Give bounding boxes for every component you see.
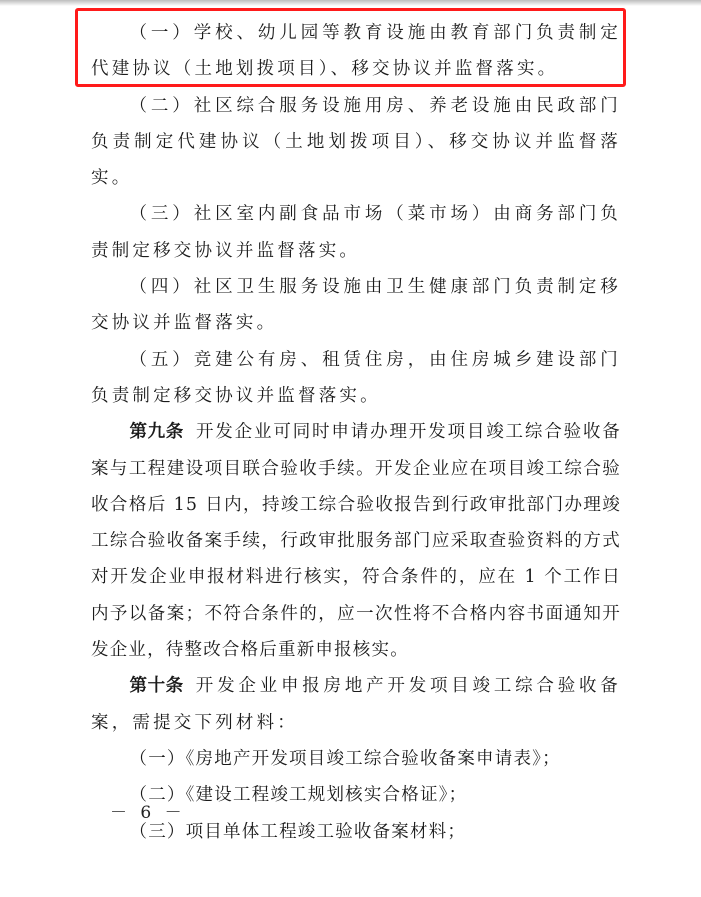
material-item-2: （二）《建设工程竣工规划核实合格证》；	[129, 785, 468, 806]
paragraph-item-5: （五）竞建公有房、租赁住房，由住房城乡建设部门负责制定移交协议并监督落实。	[91, 349, 621, 406]
material-item-1: （一）《房地产开发项目竣工综合验收备案申请表》；	[129, 748, 561, 769]
material-item-3: （三）项目单体工程竣工验收备案材料；	[129, 821, 467, 842]
paragraph-item-2: （二）社区综合服务设施用房、养老设施由民政部门负责制定代建协议（土地划拨项目）、移交协议并监督落实。	[91, 95, 621, 189]
page-number: － 6 －	[110, 803, 186, 823]
article-10-body: 开发企业申报房地产开发项目竣工综合验收备案，需提交下列材料：	[91, 676, 622, 733]
article-9-heading: 第九条	[129, 422, 184, 443]
paragraph-item-4: （四）社区卫生服务设施由卫生健康部门负责制定移交协议并监督落实。	[91, 277, 621, 334]
article-9-body: 开发企业可同时申请办理开发项目竣工综合验收备案与工程建设项目联合验收手续。开发企业应在项目竣工综合验收合格后 15 日内，持竣工综合验收报告到行政审批部门办理竣工综合验收备案手续，行政审批服务部门应采取查验资料的方式对开发企业申报材料进行核实，符合条件的，应在 1 个工作日内予以备案；不符合条件的，应一次性将不合格内容书面通知开发企业，待整改合格后重新申报核实。	[91, 422, 621, 661]
article-9	[91, 414, 621, 668]
document-page	[91, 15, 621, 850]
paragraph-item-1: （一）学校、幼儿园等教育设施由教育部门负责制定代建协议（土地划拨项目）、移交协议并监督落实。	[91, 23, 621, 80]
viewer-top-shadow	[0, 0, 701, 6]
paragraph-item-3: （三）社区室内副食品市场（菜市场）由商务部门负责制定移交协议并监督落实。	[91, 204, 621, 261]
article-10-heading: 第十条	[129, 676, 184, 697]
article-10	[91, 668, 621, 741]
